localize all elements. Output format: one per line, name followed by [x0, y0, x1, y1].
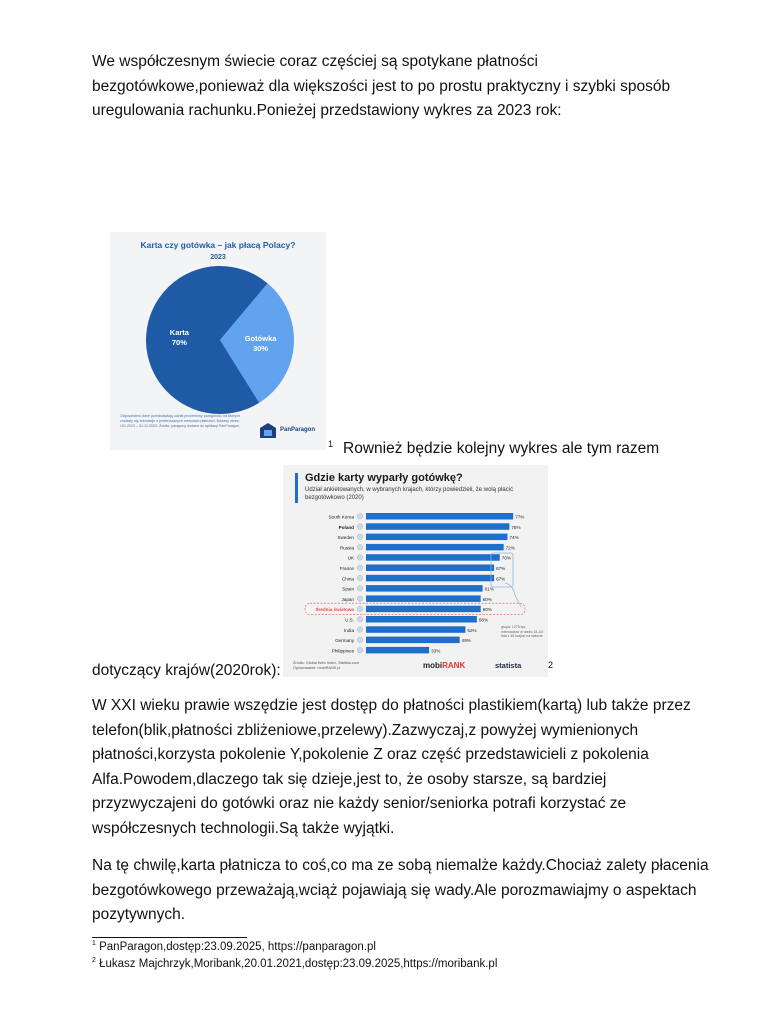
bar-category-label: Russia [339, 545, 354, 551]
bar-value-label: 72% [505, 545, 515, 551]
bar-category-label: UK [347, 555, 354, 561]
bar-value-label: 60% [482, 607, 492, 613]
after-chart1-line: Rownież będzie kolejny wykres ale tym razem [343, 440, 660, 457]
chart2-source-line: Źródło: Global Web Index, Statista.com [293, 661, 359, 665]
bar-value-label: 49% [461, 638, 471, 644]
flag-icon [357, 606, 363, 612]
bar-category-label: Germany [335, 638, 354, 644]
body2-line: Na tę chwilę,karta płatnicza to coś,co ma ze sobą niemalże każdy.Chociaż zalety płacenia [92, 857, 709, 874]
bar-category-label: South Korea [328, 514, 354, 520]
pie-value-label: 30% [253, 343, 269, 353]
bar-category-label: Japan [341, 596, 354, 602]
chart1-logo-text: PanParagon [280, 427, 316, 433]
statista-logo: statista [495, 661, 522, 670]
bar-value-label: 75% [511, 524, 521, 530]
bar [366, 575, 494, 582]
bar [366, 626, 465, 633]
footnote-2 [92, 958, 497, 970]
bar-svg [283, 465, 548, 677]
body2-line: pozytywnych. [92, 906, 186, 923]
chart2-source-line: Opracowanie: mobiRANK.pl [293, 666, 341, 670]
chart2-source [293, 661, 359, 671]
flag-icon [357, 627, 363, 633]
flag-icon [357, 544, 363, 550]
body1-line: Alfa.Powodem,dlaczego tak się dzieje,jest to, że osoby starsze, są bardziej [92, 770, 607, 788]
intro-paragraph [92, 50, 712, 124]
bar-category-label: Spain [342, 586, 354, 592]
bar [366, 595, 481, 602]
footnote-2-text: Łukasz Majchrzyk,Moribank,20.01.2021,dostęp:23.09.2025,https://moribank.pl [99, 958, 498, 970]
bar [366, 637, 460, 644]
flag-icon [357, 616, 363, 622]
footnote-1-text: PanParagon,dostęp:23.09.2025, https://panparagon.pl [99, 941, 376, 953]
flag-icon [357, 586, 363, 592]
chart2-title: Gdzie karty wyparły gotówkę? [305, 472, 463, 484]
chart2-subtitle: Udział ankietowanych, w wybranych krajach, którzy powiedzieli, że wolą płacić bezgotówkowo (2020) [305, 487, 514, 501]
bar-value-label: 33% [431, 648, 441, 654]
body1-line: przyzwyczajeni do gotówki oraz nie każdy senior/seniorka potrafi korzystać ze [92, 795, 627, 812]
bar-category-label: France [339, 566, 354, 571]
mobirank-logo-a: mobi [423, 661, 443, 670]
bar-value-label: 74% [509, 535, 519, 541]
bar [366, 554, 500, 561]
bar-category-label: U.S. [345, 617, 354, 623]
flag-icon [357, 513, 363, 519]
after-chart2-line: dotyczący krajów(2020rok): [92, 662, 281, 679]
bar [366, 544, 504, 551]
bar-value-label: 61% [484, 586, 494, 592]
chart2-note: grupa: 1278 tys. internautów w wieku 18–64 lata z 46 krajów na świecie [501, 625, 544, 638]
bar [366, 534, 507, 541]
footnote-separator [92, 937, 247, 938]
body2-line: bezgotówkowego przeważają,wciąż pojawiają się wady.Ale porozmawiajmy o aspektach [92, 881, 697, 899]
pie-label: Gotówka [244, 333, 277, 343]
body1-line: telefon(blik,płatności zbliżeniowe,przelewy).Zazwyczaj,z powyżej wymienionych [92, 721, 639, 739]
bar-category-label: India [344, 627, 354, 633]
flag-icon [357, 555, 363, 561]
bar-value-label: 67% [496, 576, 506, 582]
after-chart2-text [92, 659, 292, 684]
body1-line: płatności,korzysta pokolenie Y,pokolenie Z oraz część przedstawicieli z pokolenia [92, 746, 649, 763]
bar-category-label: China [341, 576, 354, 582]
bar [366, 616, 477, 623]
bar [366, 647, 429, 654]
pie-chart-karta-gotowka [110, 232, 326, 450]
bar-category-label: Poland [338, 524, 354, 530]
body1-line: W XXI wieku prawie wszędzie jest dostęp do płatności plastikiem(kartą) lub także przez [92, 697, 691, 714]
footnote-1 [92, 941, 376, 953]
intro-line: bezgotówkowe,ponieważ dla większości jest to po prostu praktyczny i szybki sposób [92, 77, 671, 95]
bar [366, 606, 481, 613]
bar-value-label: 58% [478, 617, 489, 623]
flag-icon [357, 524, 363, 530]
flag-icon [357, 534, 363, 540]
flag-icon [357, 596, 363, 602]
pie-value-label: 70% [171, 338, 187, 348]
mobirank-logo-b: RANK [442, 661, 466, 670]
bar-value-label: 67% [496, 566, 506, 571]
bar-category-label: Średnia światowa [315, 607, 354, 613]
bar-value-label: 60% [482, 596, 492, 602]
pie-label: Karta [169, 328, 189, 338]
bar [366, 585, 483, 592]
bar-value-label: 70% [501, 555, 512, 561]
bar-chart-countries [283, 465, 548, 677]
intro-line: We współczesnym świecie coraz częściej są spotykane płatności [92, 53, 538, 70]
bar-value-label: 77% [515, 514, 525, 520]
footnote-1-num: 1 [92, 940, 96, 948]
bar-category-label: Sweden [337, 535, 354, 541]
bar [366, 565, 494, 572]
chart1-note: Odpowiednio dane przedstawiają udział procentowy paragonów, na których znalazły się adnotacje o preferowanych metodach płatności. Badany okres: I.01.2023 – 31.12.2023. Źródło: paragony dodane do aplikacji PanParagon. [120, 414, 240, 428]
intro-line: uregulowania rachunku.Ponieżej przedstawiony wykres za 2023 rok: [92, 102, 562, 119]
chart1-title: Karta czy gotówka – jak płacą Polacy? [140, 240, 296, 250]
bar [366, 523, 509, 530]
bar-value-label: 52% [467, 627, 477, 633]
chart1-subtitle: 2023 [210, 254, 226, 261]
flag-icon [357, 637, 363, 643]
flag-icon [357, 565, 363, 571]
footnote-2-num: 2 [92, 957, 96, 965]
after-chart1-text [343, 437, 673, 462]
flag-icon [357, 575, 363, 581]
bar [366, 513, 513, 520]
bar-category-label: Philippines [331, 648, 354, 654]
flag-icon [357, 647, 363, 653]
body-paragraph-2 [92, 854, 712, 928]
body1-line: współczesnych technologii.Są także wyjątki. [92, 819, 395, 837]
body-paragraph-1 [92, 694, 712, 841]
mobirank-logo [423, 661, 465, 670]
